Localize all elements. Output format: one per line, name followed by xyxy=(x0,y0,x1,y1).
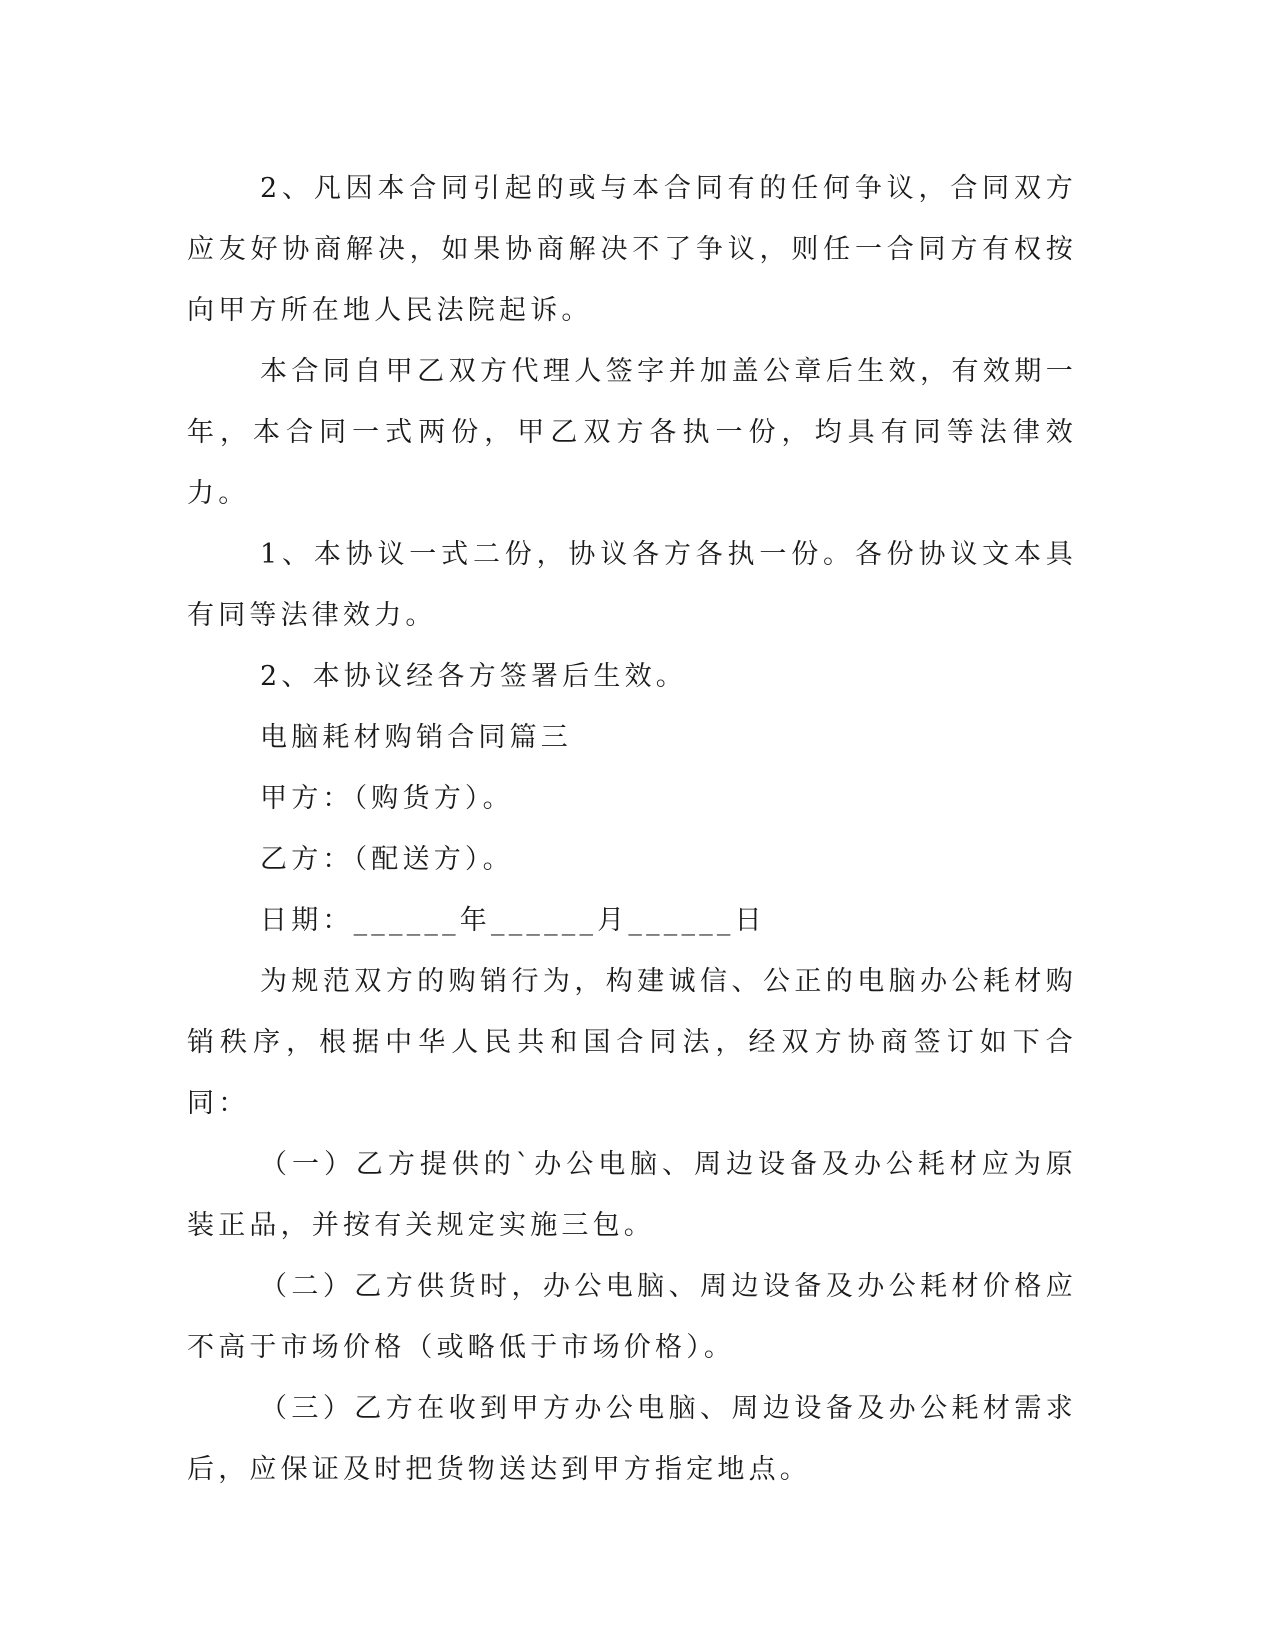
paragraph-preamble: 为规范双方的购销行为，构建诚信、公正的电脑办公耗材购销秩序，根据中华人民共和国合同法，经双方协商签订如下合同： xyxy=(187,966,1077,1119)
clause-1: （一）乙方提供的`办公电脑、周边设备及办公耗材应为原装正品，并按有关规定实施三包。 xyxy=(187,1149,1077,1241)
paragraph-agreement-copies: 1、本协议一式二份，协议各方各执一份。各份协议文本具有同等法律效力。 xyxy=(187,539,1077,631)
section-title: 电脑耗材购销合同篇三 xyxy=(260,722,572,753)
clause-3: （三）乙方在收到甲方办公电脑、周边设备及办公耗材需求后，应保证及时把货物送达到甲方指定地点。 xyxy=(187,1393,1077,1485)
party-b-line: 乙方：（配送方）。 xyxy=(260,844,514,875)
paragraph-dispute-resolution: 2、凡因本合同引起的或与本合同有的任何争议，合同双方应友好协商解决，如果协商解决不了争议，则任一合同方有权按向甲方所在地人民法院起诉。 xyxy=(187,173,1077,326)
date-line: 日期：______年______月______日 xyxy=(260,905,766,936)
document-page xyxy=(187,158,1077,1500)
party-a-line: 甲方：（购货方）。 xyxy=(260,783,514,814)
paragraph-agreement-effective: 2、本协议经各方签署后生效。 xyxy=(260,661,687,692)
clause-2: （二）乙方供货时，办公电脑、周边设备及办公耗材价格应不高于市场价格（或略低于市场价格）。 xyxy=(187,1271,1077,1363)
paragraph-contract-validity: 本合同自甲乙双方代理人签字并加盖公章后生效，有效期一年，本合同一式两份，甲乙双方各执一份，均具有同等法律效力。 xyxy=(187,356,1077,509)
